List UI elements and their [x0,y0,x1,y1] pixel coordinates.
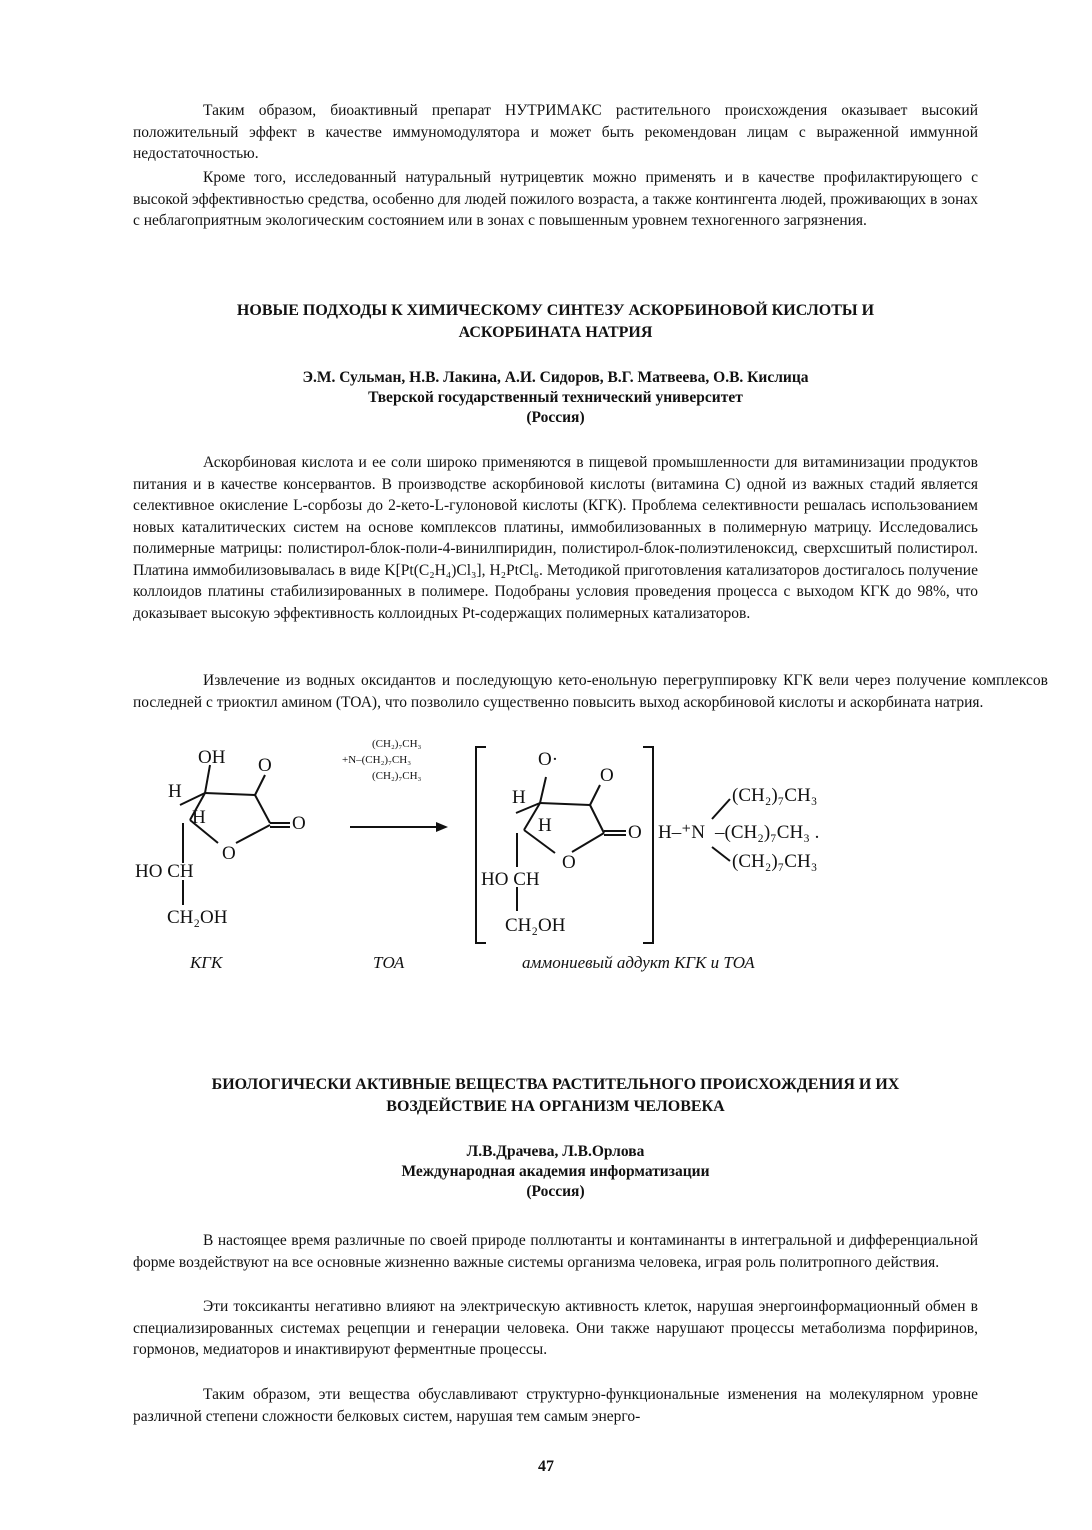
article1-authors: Э.М. Сульман, Н.В. Лакина, А.И. Сидоров, В.Г. Матвеева, О.В. Кислица [302,369,809,386]
kgk-h-2: H [192,807,206,828]
kgk-oh: OH [198,747,226,768]
article2-byline [133,1142,978,1202]
article1-title-line1: НОВЫЕ ПОДХОДЫ К ХИМИЧЕСКОМУ СИНТЕЗУ АСКОРБИНОВОЙ КИСЛОТЫ И [236,302,875,319]
adduct-o-ring: O [562,852,576,873]
adduct-o-right: O [628,822,642,843]
kgk-o-ring: O [222,843,236,864]
toa-chain-2: +N–(CH₂)₇CH₃ [342,754,412,766]
intro-paragraph-1: Таким образом, биоактивный препарат НУТРИМАКС растительного происхождения оказывает высокий положительный эффект в качестве иммуномодулятора и может быть рекомендован лицам с выраженной иммунной недостаточностью. [133,102,978,162]
article2-paragraph-1: В настоящее время различные по своей природе поллютанты и контаминанты в интегральной и дифференциальной форме воздействуют на все основные жизненно важные системы организма человека, играя роль политропного действия. [133,1232,978,1271]
article1-paragraph-1: Аскорбиновая кислота и ее соли широко применяются в пищевой промышленности для витаминизации продуктов питания и в качестве консервантов. В производстве аскорбиновой кислоты (витамина С) одной из важных стадий является селективное окисление L-сорбозы до 2-кето-L-гулоновой кислоты (КГК). Проблема селективности решалась использованием новых каталитических систем на основе комплексов платины, иммобилизованных в полимерную матрицу. Исследовались полимерные матрицы: полистирол-блок-поли-4-винилпиридин, полистирол-блок-полиэтиленоксид, сверхсшитый полистирол. Платина иммобилизовывалась в виде K[Pt(C₂H₄)Cl₃], H₂PtCl₆. Методикой приготовления катализаторов достигалось получение коллоидов платины стабилизированных в полимере. Подобраны условия проведения процесса с выходом КГК до 98%, что доказывает высокую эффективность коллоидных Pt-содержащих полимерных катализаторов. [133,454,978,622]
article2-title [133,1074,978,1118]
article2-title-line1: БИОЛОГИЧЕСКИ АКТИВНЫЕ ВЕЩЕСТВА РАСТИТЕЛЬНОГО ПРОИСХОЖДЕНИЯ И ИХ [211,1076,900,1093]
kgk-ch2oh: CH₂OH [167,907,228,928]
article1-affiliation: Тверской государственный технический университет [368,389,743,406]
toa-chain-1: (CH₂)₇CH₃ [372,738,422,750]
bracket-right [643,747,653,943]
adduct-ch2oh: CH₂OH [505,915,566,936]
article1-title [133,300,978,344]
ammonium-chain-1: (CH₂)₇CH₃ [732,785,818,806]
article2-authors: Л.В.Драчева, Л.В.Орлова [466,1143,645,1160]
article2-country: (Россия) [526,1183,585,1200]
adduct-o-top: O [600,765,614,786]
label-toa: ТОА [373,953,405,972]
article2-title-line2: ВОЗДЕЙСТВИЕ НА ОРГАНИЗМ ЧЕЛОВЕКА [386,1098,725,1115]
kgk-o-top: O [258,755,272,776]
page-number: 47 [538,1458,554,1475]
kgk-h-1: H [168,781,182,802]
article1-country: (Россия) [526,409,585,426]
article1-paragraph-2: Извлечение из водных оксидантов и последующую кето-енольную перегруппировку КГК вели через получение комплексов последней с триоктил амином (ТОА), что позволило существенно повысить выход аскорбиновой кислоты и аскорбината натрия. [133,672,1048,711]
kgk-o-right: O [292,813,306,834]
label-adduct: аммониевый аддукт КГК и ТОА [522,953,755,972]
ammonium-h-n: H–⁺N [658,822,705,843]
article2-paragraph-3: Таким образом, эти вещества обуславливают структурно-функциональные изменения на молекулярном уровне различной степени сложности белковых систем, нарушая тем самым энерго- [133,1386,978,1425]
ammonium-chain-3: (CH₂)₇CH₃ [732,851,818,872]
kgk-structure [180,765,290,905]
article2-paragraph-2: Эти токсиканты негативно влияют на электрическую активность клеток, нарушая энергоинформационный обмен в специализированных системах рецепции и генерации человека. Они также нарушают процессы метаболизма порфиринов, гормонов, медиаторов и инактивируют ферментные процессы. [133,1298,978,1358]
label-kgk: КГК [190,953,223,972]
article1-byline [133,368,978,428]
adduct-ho-ch: HO CH [481,869,540,890]
ammonium-chain-2: –(CH₂)₇CH₃ . [715,822,820,843]
adduct-o-radical: O· [538,749,559,770]
adduct-structure [516,777,730,911]
intro-paragraph-2: Кроме того, исследованный натуральный нутрицевтик можно применять и в качестве профилактирующего с высокой эффективностью средства, особенно для людей пожилого возраста, а также контингента людей, проживающих в зонах с неблагоприятным экологическим состоянием или в зонах с повышенным уровнем техногенного загрязнения. [133,169,978,229]
article2-affiliation: Международная академия информатизации [401,1163,710,1180]
adduct-h-1: H [512,787,526,808]
reaction-arrow [350,822,448,832]
toa-chain-3: (CH₂)₇CH₃ [372,770,422,782]
reaction-scheme [0,735,1092,985]
bracket-left [476,747,486,943]
article1-title-line2: АСКОРБИНАТА НАТРИЯ [458,324,653,341]
adduct-h-2: H [538,815,552,836]
kgk-ho-ch: HO CH [135,861,194,882]
